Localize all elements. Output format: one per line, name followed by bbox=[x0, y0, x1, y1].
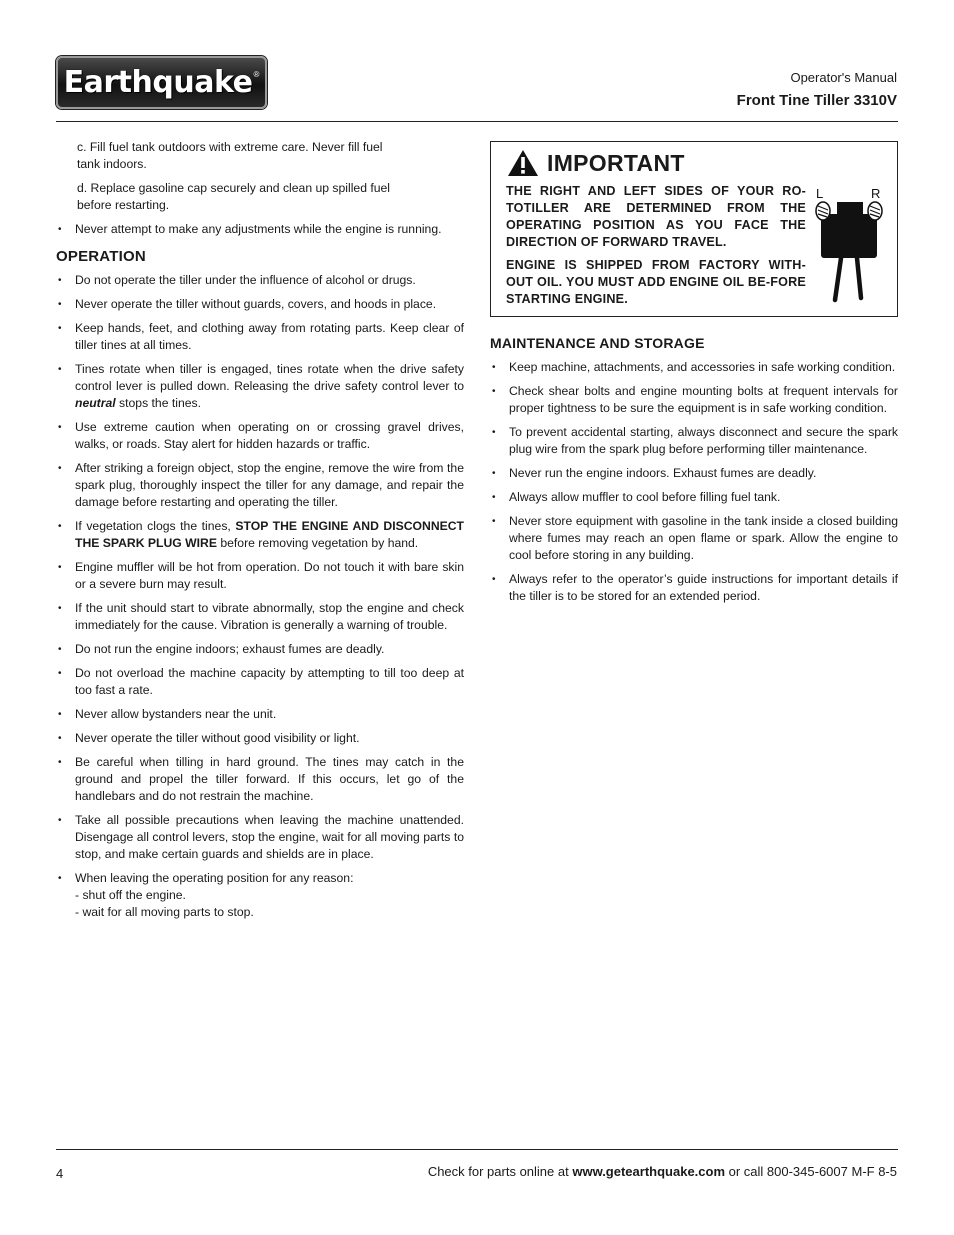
important-text bbox=[506, 183, 806, 314]
operation-list bbox=[56, 272, 464, 921]
list-item: • Always refer to the operator’s guide instructions for important details if the tiller is to be stored for an extended period. bbox=[490, 571, 898, 605]
list-item bbox=[56, 361, 464, 412]
tiller-top-view-figure bbox=[813, 186, 885, 304]
text-run: If vegetation clogs the tines, bbox=[75, 519, 236, 533]
list-item: • Never operate the tiller without guards, covers, and hoods in place. bbox=[56, 296, 464, 313]
sub-item-line: d. Replace gasoline cap securely and clean up spilled fuel bbox=[77, 181, 391, 195]
manual-label: Operator's Manual bbox=[790, 70, 897, 85]
list-item: • If the unit should start to vibrate abnormally, stop the engine and check immediately for the cause. Vibration is generally a warning of trouble. bbox=[56, 600, 464, 634]
list-item bbox=[56, 870, 464, 921]
list-item: • Never operate the tiller without good visibility or light. bbox=[56, 730, 464, 747]
list-item: • Take all possible precautions when leaving the machine unattended. Disengage all control levers, stop the engine, wait for all moving parts to stop, and make certain guards and shields are in place. bbox=[56, 812, 464, 863]
footer-text: Check for parts online at bbox=[427, 1164, 573, 1179]
list-item: • Keep hands, feet, and clothing away from rotating parts. Keep clear of tiller tines at all times. bbox=[56, 320, 464, 354]
text-line: - wait for all moving parts to stop. bbox=[75, 905, 254, 919]
list-item: • Never store equipment with gasoline in the tank inside a closed building where fumes may reach an open flame or spark. Allow the engine to cool before storing in any building. bbox=[490, 513, 898, 564]
important-notice-box bbox=[490, 141, 898, 317]
sides-notice: THE RIGHT AND LEFT SIDES OF YOUR RO-TOTILLER ARE DETERMINED FROM THE OPERATING POSITION AS YOU FACE THE DIRECTION OF FORWARD TRAVEL. bbox=[506, 184, 806, 249]
right-side-label: R bbox=[871, 186, 881, 201]
logo-registered-mark: ® bbox=[253, 70, 260, 79]
text-run: before removing vegetation by hand. bbox=[216, 536, 419, 550]
list-item: • Check shear bolts and engine mounting bolts at frequent intervals for proper tightness to be sure the equipment is in safe working condition. bbox=[490, 383, 898, 417]
page-number: 4 bbox=[56, 1166, 64, 1181]
list-item: • After striking a foreign object, stop the engine, remove the wire from the spark plug, thoroughly inspect the tiller for any damage, and repair the damage before restarting and operating the tiller. bbox=[56, 460, 464, 511]
logo-text: Earthquake bbox=[63, 65, 253, 100]
sub-item-line: c. Fill fuel tank outdoors with extreme care. Never fill fuel bbox=[77, 140, 383, 154]
list-item: • Keep machine, attachments, and accessories in safe working condition. bbox=[490, 359, 898, 376]
warning-triangle-icon bbox=[507, 149, 539, 177]
pre-operation-list bbox=[56, 221, 464, 238]
important-title: IMPORTANT bbox=[547, 149, 685, 176]
sub-item-line: before restarting. bbox=[77, 198, 170, 212]
important-title-row bbox=[507, 149, 685, 177]
text-line: - shut off the engine. bbox=[75, 888, 186, 902]
maintenance-list bbox=[490, 359, 898, 605]
operation-heading: OPERATION bbox=[56, 248, 146, 265]
model-title: Front Tine Tiller 3310V bbox=[736, 92, 897, 109]
fuel-sub-item-c bbox=[56, 139, 464, 173]
text-run: stops the tines. bbox=[115, 396, 202, 410]
left-column bbox=[56, 139, 464, 928]
oil-notice: ENGINE IS SHIPPED FROM FACTORY WITH-OUT OIL. YOU MUST ADD ENGINE OIL BE-FORE STARTING ENGINE. bbox=[506, 258, 806, 306]
header-divider bbox=[56, 121, 898, 122]
footer-divider bbox=[56, 1149, 898, 1150]
list-item: • Never allow bystanders near the unit. bbox=[56, 706, 464, 723]
list-item bbox=[56, 518, 464, 552]
footer-contact bbox=[428, 1164, 897, 1179]
list-item: • Do not overload the machine capacity by attempting to till too deep at too fast a rate. bbox=[56, 665, 464, 699]
list-item: • Do not run the engine indoors; exhaust fumes are deadly. bbox=[56, 641, 464, 658]
maintenance-heading: MAINTENANCE AND STORAGE bbox=[490, 335, 705, 351]
footer-phone-text: or call 800-345-6007 M-F 8-5 bbox=[725, 1164, 897, 1179]
neutral-emphasis: neutral bbox=[75, 396, 116, 410]
list-item: • Never run the engine indoors. Exhaust fumes are deadly. bbox=[490, 465, 898, 482]
earthquake-logo bbox=[56, 56, 267, 109]
parts-website-link[interactable]: www.getearthquake.com bbox=[572, 1164, 726, 1179]
text-run: Tines rotate when tiller is engaged, tines rotate when the drive safety control lever is pulled down. Releasing the drive safety control lever to bbox=[75, 362, 464, 393]
text-line: • When leaving the operating position for any reason: bbox=[75, 871, 354, 885]
list-item: • Be careful when tilling in hard ground. The tines may catch in the ground and propel the tiller forward. If this occurs, let go of the handlebars and do not restrain the machine. bbox=[56, 754, 464, 805]
left-side-label: L bbox=[816, 186, 824, 201]
list-item: • Do not operate the tiller under the influence of alcohol or drugs. bbox=[56, 272, 464, 289]
list-item: • Always allow muffler to cool before filling fuel tank. bbox=[490, 489, 898, 506]
list-item: • To prevent accidental starting, always disconnect and secure the spark plug wire from the spark plug before performing tiller maintenance. bbox=[490, 424, 898, 458]
strong-warning: STOP THE ENGINE AND DISCONNECT THE SPARK PLUG WIRE bbox=[75, 519, 465, 550]
list-item: • Engine muffler will be hot from operation. Do not touch it with bare skin or a severe burn may result. bbox=[56, 559, 464, 593]
sub-item-line: tank indoors. bbox=[77, 157, 147, 171]
right-column bbox=[490, 141, 898, 612]
fuel-sub-item-d bbox=[56, 180, 464, 214]
list-item: • Use extreme caution when operating on or crossing gravel drives, walks, or roads. Stay alert for hidden hazards or traffic. bbox=[56, 419, 464, 453]
list-item: • Never attempt to make any adjustments while the engine is running. bbox=[56, 221, 464, 238]
